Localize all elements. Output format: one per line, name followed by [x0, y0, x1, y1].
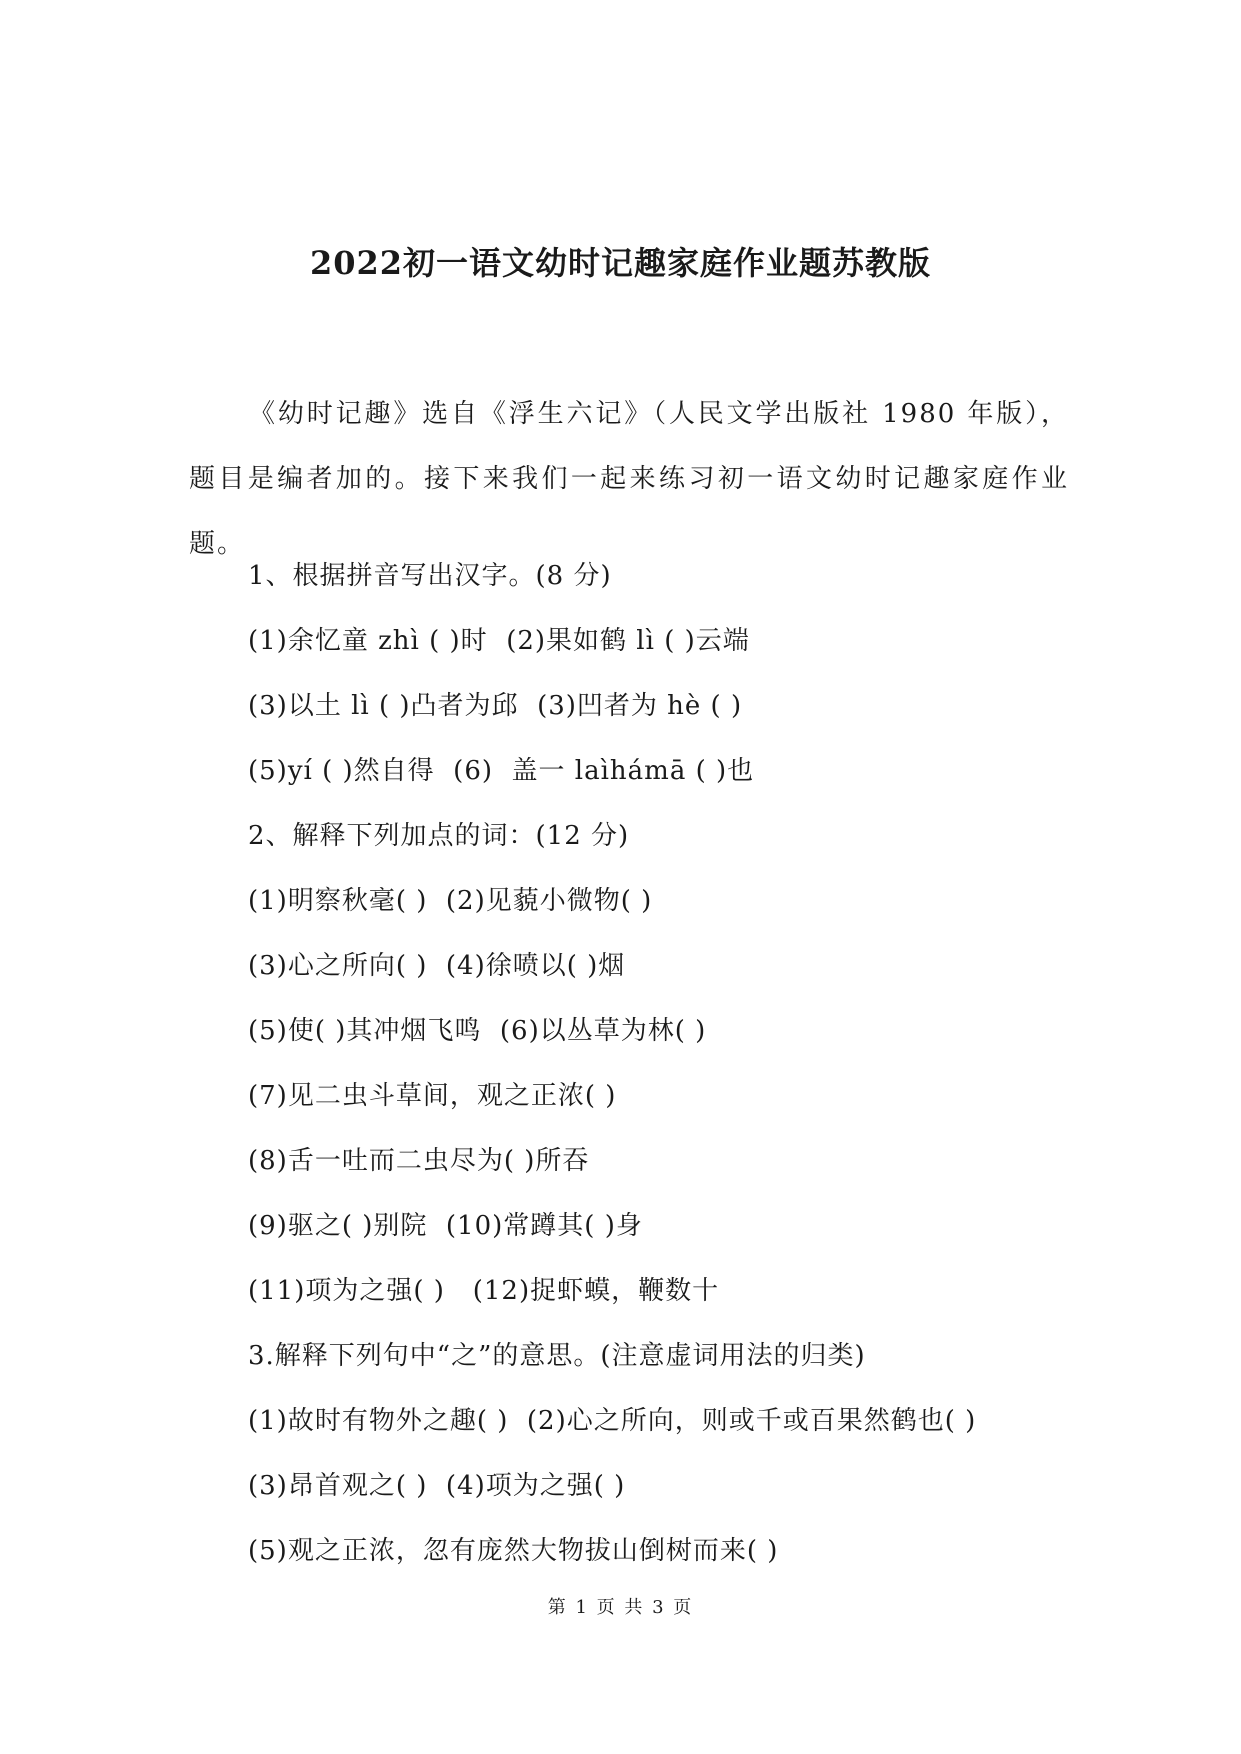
question-item: (3)心之所向( ) (4)徐喷以( )烟 [248, 951, 626, 981]
question-item: (3)昂首观之( ) (4)项为之强( ) [248, 1471, 626, 1501]
question-item: (3)以土 lì ( )凸者为邱 (3)凹者为 hè ( ) [248, 691, 743, 721]
question-item: (5)使( )其冲烟飞鸣 (6)以丛草为林( ) [248, 1016, 707, 1046]
question-item: (7)见二虫斗草间，观之正浓( ) [248, 1081, 617, 1111]
question-heading: 3.解释下列句中“之”的意思。(注意虚词用法的归类) [248, 1341, 866, 1371]
question-list [248, 556, 1088, 1596]
question-item: (5)yí ( )然自得 (6) 盖一 laìhámā ( )也 [248, 756, 755, 786]
question-item: (1)余忆童 zhì ( )时 (2)果如鹤 lì ( )云端 [248, 626, 750, 656]
question-item: (1)明察秋毫( ) (2)见藐小微物( ) [248, 886, 653, 916]
document-title: 2022初一语文幼时记趣家庭作业题苏教版 [309, 244, 932, 283]
page-number-footer: 第 1 页 共 3 页 [547, 1597, 694, 1618]
question-item: (1)故时有物外之趣( ) (2)心之所向，则或千或百果然鹤也( ) [248, 1406, 977, 1436]
intro-paragraph: 《幼时记趣》选自《浮生六记》（人民文学出版社 1980 年版），题目是编者加的。接下来我们一起来练习初一语文幼时记趣家庭作业题。 [189, 399, 1069, 559]
question-heading: 2、解释下列加点的词：(12 分) [248, 821, 630, 851]
question-item: (11)项为之强( ) (12)捉虾蟆，鞭数十 [248, 1276, 720, 1306]
question-item: (9)驱之( )别院 (10)常蹲其( )身 [248, 1211, 643, 1241]
question-heading: 1、根据拼音写出汉字。(8 分) [248, 561, 612, 591]
question-item: (5)观之正浓，忽有庞然大物拔山倒树而来( ) [248, 1536, 779, 1566]
question-item: (8)舌一吐而二虫尽为( )所吞 [248, 1146, 590, 1176]
